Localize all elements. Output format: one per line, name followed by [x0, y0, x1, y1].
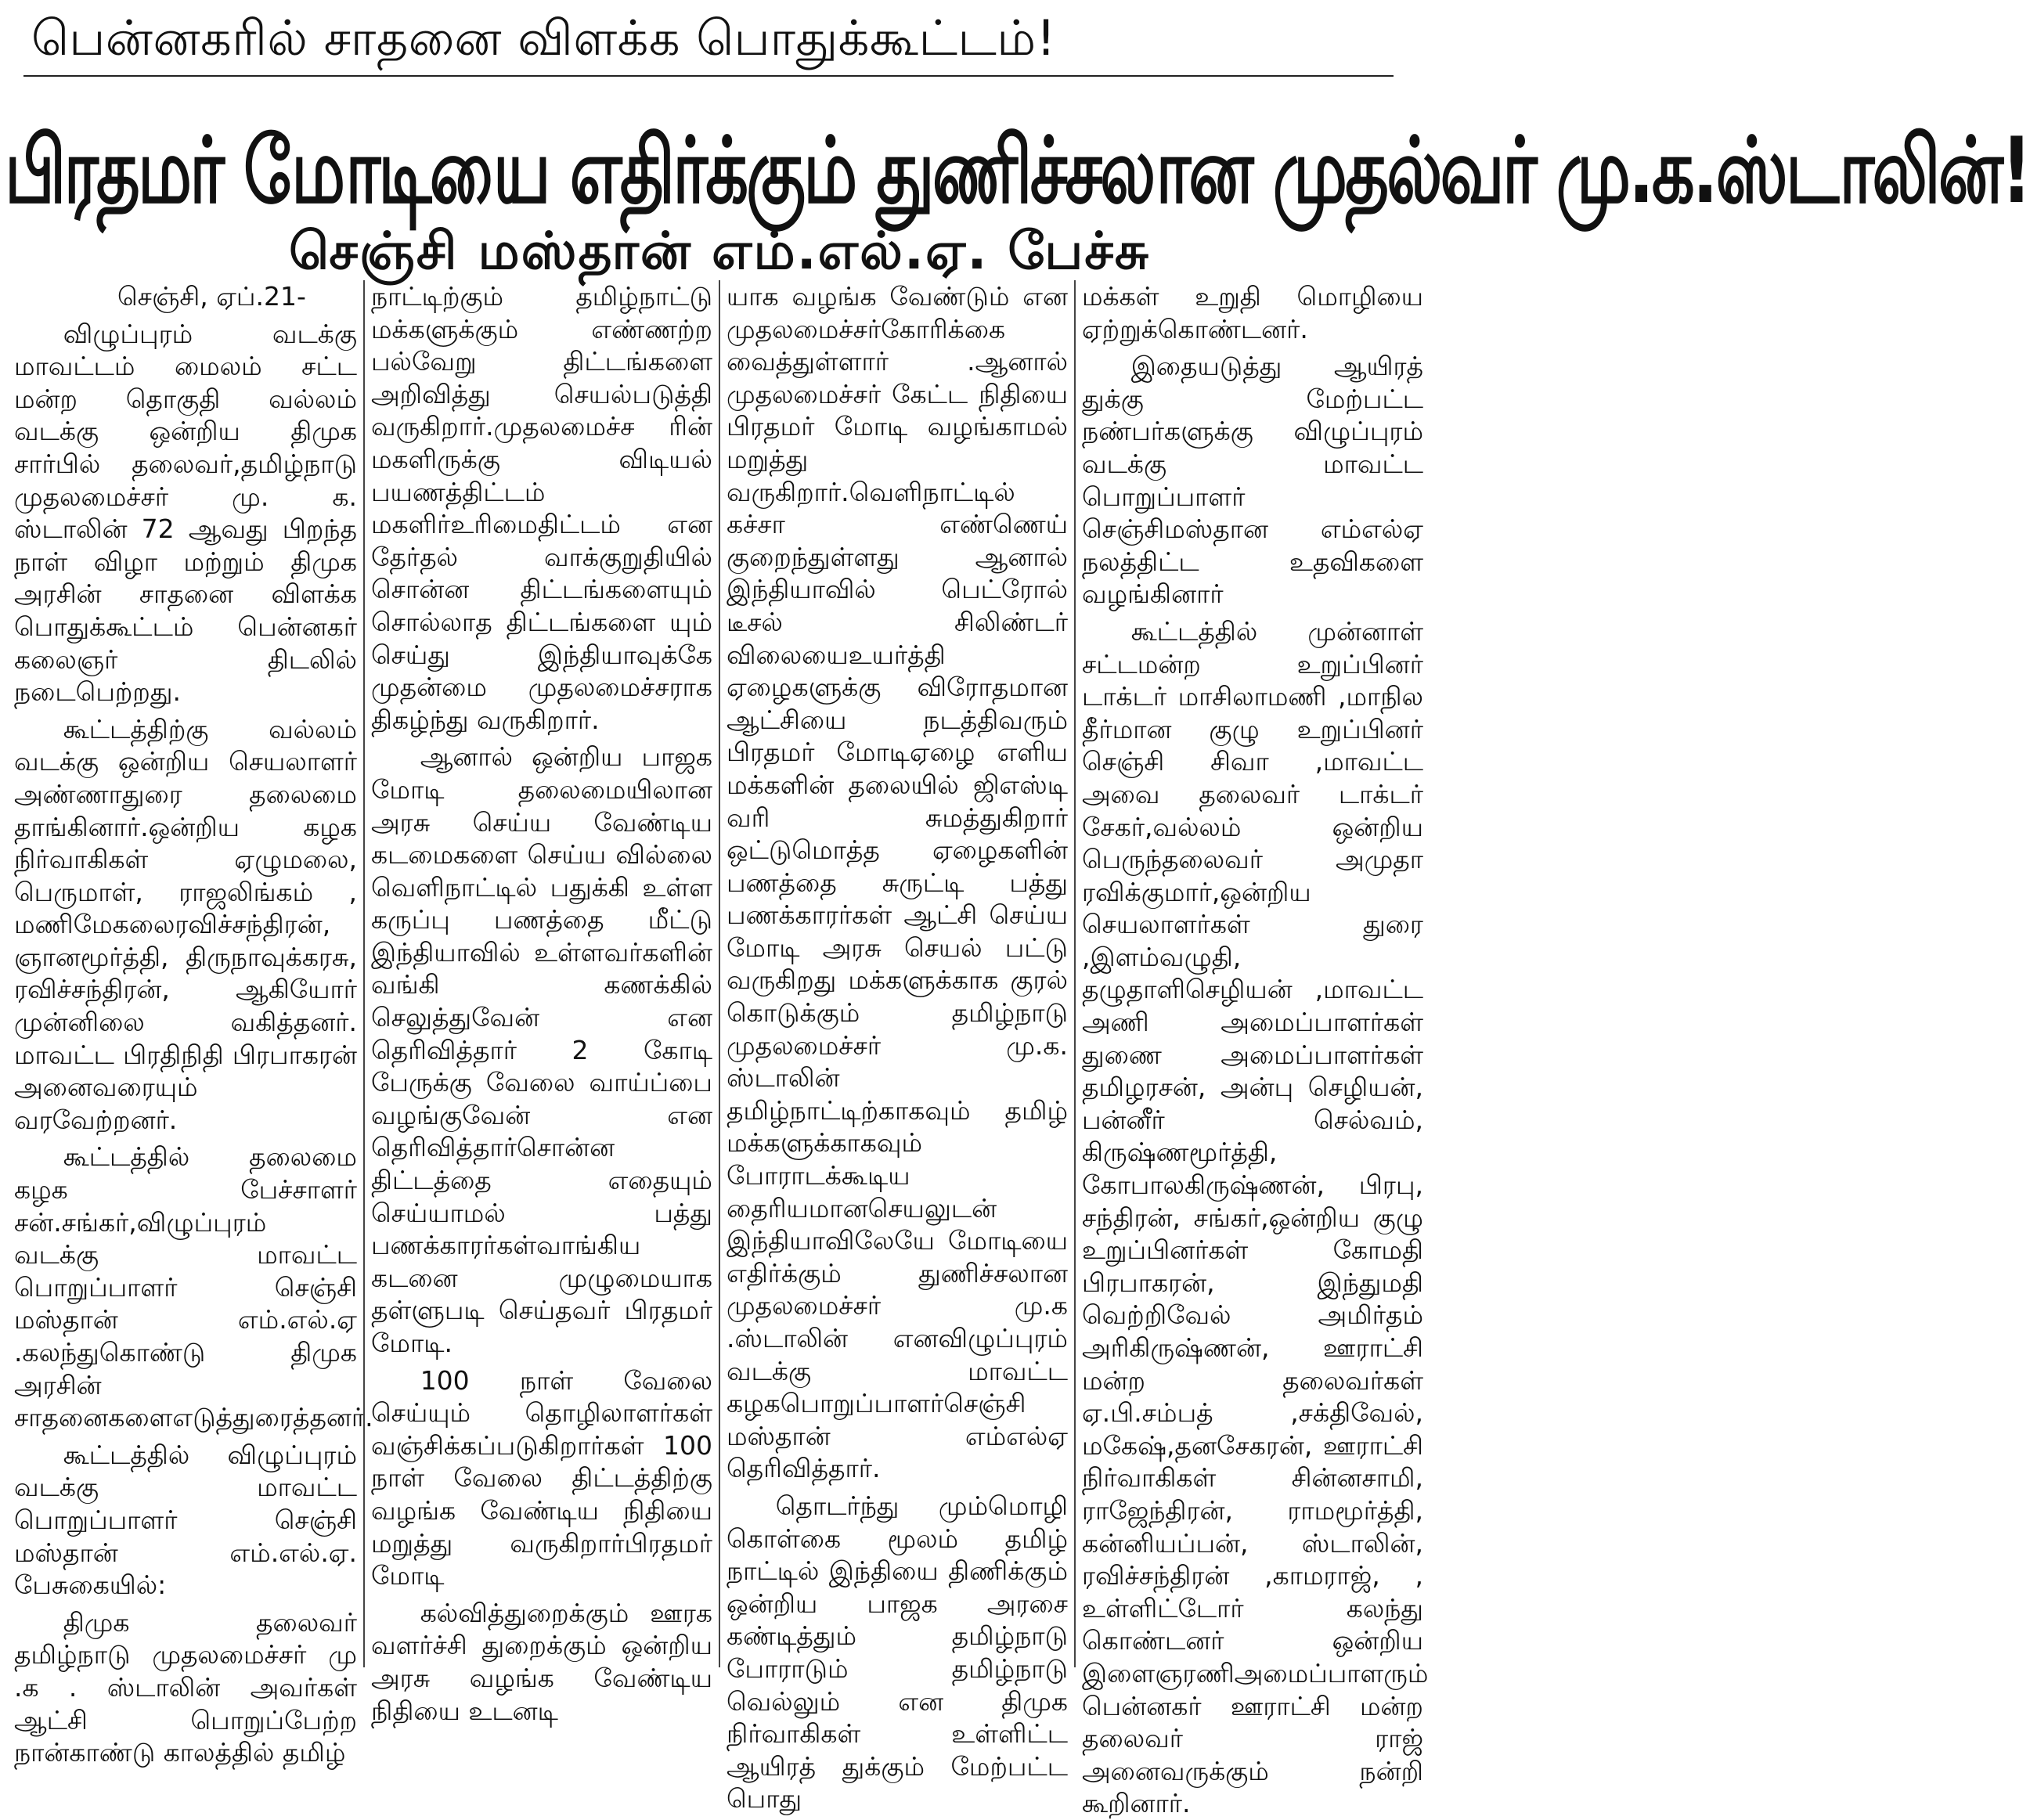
paragraph: யாக வழங்க வேண்டும் என முதலமைச்சர்கோரிக்கை வைத்துள்ளார் .ஆனால் முதலமைச்சர் கேட்ட நிதியை பிரதமர் மோடி வழங்காமல் மறுத்து வருகிறார்.வெளிநாட்டில் கச்சா எண்ணெய் குறைந்துள்ளது ஆனால் இந்தியாவில் பெட்ரோல் டீசல் சிலிண்டர் விலையைஉயர்த்தி ஏழைகளுக்கு விரோதமான ஆட்சியை நடத்திவரும் பிரதமர் மோடிஏழை எளிய மக்களின் தலையில் ஜிஎஸ்டி வரி சுமத்துகிறார் ஒட்டுமொத்த ஏழைகளின் பணத்தை சுருட்டி பத்து பணக்காரர்கள் ஆட்சி செய்ய மோடி அரசு செயல் பட்டு வருகிறது மக்களுக்காக குரல் கொடுக்கும் தமிழ்நாடு முதலமைச்சர் மு.க. ஸ்டாலின் தமிழ்நாட்டிற்காகவும் தமிழ் மக்களுக்காகவும் போராடக்கூடிய தைரியமானசெயலுடன் இந்தியாவிலேயே மோடியை எதிர்க்கும் துணிச்சலான முதலமைச்சர் மு.க .ஸ்டாலின் எனவிழுப்புரம் வடக்கு மாவட்ட கழகபொறுப்பாளர்செஞ்சி மஸ்தான் எம்எல்ஏ தெரிவித்தார்.: [727, 281, 1068, 1484]
paragraph: 100 நாள் வேலை செய்யும் தொழிலாளர்கள் வஞ்சிக்கப்படுகிறார்கள் 100 நாள் வேலை திட்டத்திற்கு வழங்க வேண்டிய நிதியை மறுத்து வருகிறார்பிரதமர் மோடி: [371, 1364, 712, 1591]
article-body: [8, 280, 1431, 1819]
paragraph: கூட்டத்திற்கு வல்லம் வடக்கு ஒன்றிய செயலாளர் அண்ணாதுரை தலைமை தாங்கினார்.ஒன்றிய கழக நிர்வாகிகள் ஏழுமலை, பெருமாள், ராஜலிங்கம் , மணிமேகலைரவிச்சந்திரன், ஞானமூர்த்தி, திருநாவுக்கரசு, ரவிச்சந்திரன், ஆகியோர் முன்னிலை வகித்தனர். மாவட்ட பிரதிநிதி பிரபாகரன் அனைவரையும் வரவேற்றனர்.: [14, 713, 357, 1135]
paragraph: மக்கள் உறுதி மொழியை ஏற்றுக்கொண்டனர்.: [1082, 281, 1423, 344]
kicker-headline: பென்னகரில் சாதனை விளக்க பொதுக்கூட்டம்!: [31, 9, 1057, 67]
paragraph: தொடர்ந்து மும்மொழி கொள்கை மூலம் தமிழ் நாட்டில் இந்தியை திணிக்கும் ஒன்றிய பாஜக அரசை கண்டித்தும் தமிழ்நாடு போராடும் தமிழ்நாடு வெல்லும் என திமுக நிர்வாகிகள் உள்ளிட்ட ஆயிரத் துக்கும் மேற்பட்ட பொது: [727, 1490, 1068, 1815]
sub-headline: செஞ்சி மஸ்தான் எம்.எல்.ஏ. பேச்சு: [289, 221, 1150, 281]
kicker-divider: [23, 75, 1394, 77]
dateline: செஞ்சி, ஏப்.21-: [117, 281, 306, 312]
paragraph: கூட்டத்தில் தலைமை கழக பேச்சாளர் சன்.சங்கர்,விழுப்புரம் வடக்கு மாவட்ட பொறுப்பாளர் செஞ்சி மஸ்தான் எம்.எல்.ஏ .கலந்துகொண்டு திமுக அரசின் சாதனைகளைஎடுத்துரைத்தனர்.: [14, 1141, 373, 1433]
paragraph: இதையடுத்து ஆயிரத் துக்கு மேற்பட்ட நண்பர்களுக்கு விழுப்புரம் வடக்கு மாவட்ட பொறுப்பாளர் செஞ்சிமஸ்தான எம்எல்ஏ நலத்திட்ட உதவிகளை வழங்கினார்: [1082, 351, 1423, 610]
paragraph: கல்வித்துறைக்கும் ஊரக வளர்ச்சி துறைக்கும் ஒன்றிய அரசு வழங்க வேண்டிய நிதியை உடனடி: [371, 1597, 712, 1726]
column-1: [8, 280, 373, 1768]
paragraph: திமுக தலைவர் தமிழ்நாடு முதலமைச்சர் மு .க . ஸ்டாலின் அவர்கள் ஆட்சி பொறுப்பேற்ற நான்காண்டு காலத்தில் தமிழ்: [14, 1606, 357, 1768]
paragraph: கூட்டத்தில் விழுப்புரம் வடக்கு மாவட்ட பொறுப்பாளர் செஞ்சி மஸ்தான் எம்.எல்.ஏ. பேசுகையில்:: [14, 1439, 357, 1601]
paragraph: கூட்டத்தில் முன்னாள் சட்டமன்ற உறுப்பினர் டாக்டர் மாசிலாமணி ,மாநில தீர்மான குழு உறுப்பினர் செஞ்சி சிவா ,மாவட்ட அவை தலைவர் டாக்டர் சேகர்,வல்லம் ஒன்றிய பெருந்தலைவர் அமுதா ரவிக்குமார்,ஒன்றிய செயலாளர்கள் துரை ,இளம்வழுதி, தழுதாளிசெழியன் ,மாவட்ட அணி அமைப்பாளர்கள் துணை அமைப்பாளர்கள் தமிழரசன், அன்பு செழியன், பன்னீர் செல்வம், கிருஷ்ணமூர்த்தி, கோபாலகிருஷ்ணன், பிரபு, சந்திரன், சங்கர்,ஒன்றிய குழு உறுப்பினர்கள் கோமதி பிரபாகரன், இந்துமதி வெற்றிவேல் அமிர்தம் அரிகிருஷ்ணன், ஊராட்சி மன்ற தலைவர்கள் ஏ.பி.சம்பத் ,சக்திவேல், மகேஷ்,தனசேகரன், ஊராட்சி நிர்வாகிகள் சின்னசாமி, ராஜேந்திரன், ராமமூர்த்தி, கன்னியப்பன், ஸ்டாலின், ரவிச்சந்திரன் ,காமராஜ், , உள்ளிட்டோர் கலந்து கொண்டனர் ஒன்றிய இளைஞரணிஅமைப்பாளரும் பென்னகர் ஊராட்சி மன்ற தலைவர் ராஜ் அனைவருக்கும் நன்றி கூறினார்.: [1082, 615, 1429, 1819]
main-headline: பிரதமர் மோடியை எதிர்க்கும் துணிச்சலான முதல்வர் மு.க.ஸ்டாலின்!: [5, 118, 2030, 225]
paragraph: விழுப்புரம் வடக்கு மாவட்டம் மைலம் சட்ட மன்ற தொகுதி வல்லம் வடக்கு ஒன்றிய திமுக சார்பில் தலைவர்,தமிழ்நாடு முதலமைச்சர் மு. க. ஸ்டாலின் 72 ஆவது பிறந்த நாள் விழா மற்றும் திமுக அரசின் சாதனை விளக்க பொதுக்கூட்டம் பென்னகர் கலைஞர் திடலில் நடைபெற்றது.: [14, 318, 357, 708]
paragraph: ஆனால் ஒன்றிய பாஜக மோடி தலைமையிலான அரசு செய்ய வேண்டிய கடமைகளை செய்ய வில்லை வெளிநாட்டில் பதுக்கி உள்ள கருப்பு பணத்தை மீட்டு இந்தியாவில் உள்ளவர்களின் வங்கி கணக்கில் செலுத்துவேன் என தெரிவித்தார் 2 கோடி பேருக்கு வேலை வாய்ப்பை வழங்குவேன் என தெரிவித்தார்சொன்ன திட்டத்தை எதையும் செய்யாமல் பத்து பணக்காரர்கள்வாங்கிய கடனை முழுமையாக தள்ளுபடி செய்தவர் பிரதமர் மோடி.: [371, 741, 712, 1358]
column-2: [363, 280, 719, 1726]
paragraph: நாட்டிற்கும் தமிழ்நாட்டு மக்களுக்கும் எண்ணற்ற பல்வேறு திட்டங்களை அறிவித்து செயல்படுத்தி வருகிறார்.முதலமைச்ச ரின் மகளிருக்கு விடியல் பயணத்திட்டம் மகளிர்உரிமைதிட்டம் என தேர்தல் வாக்குறுதியில் சொன்ன திட்டங்களையும் சொல்லாத திட்டங்களை யும் செய்து இந்தியாவுக்கே முதன்மை முதலமைச்சராக திகழ்ந்து வருகிறார்.: [371, 281, 712, 735]
column-4: [1074, 280, 1430, 1819]
column-3: [719, 280, 1074, 1815]
